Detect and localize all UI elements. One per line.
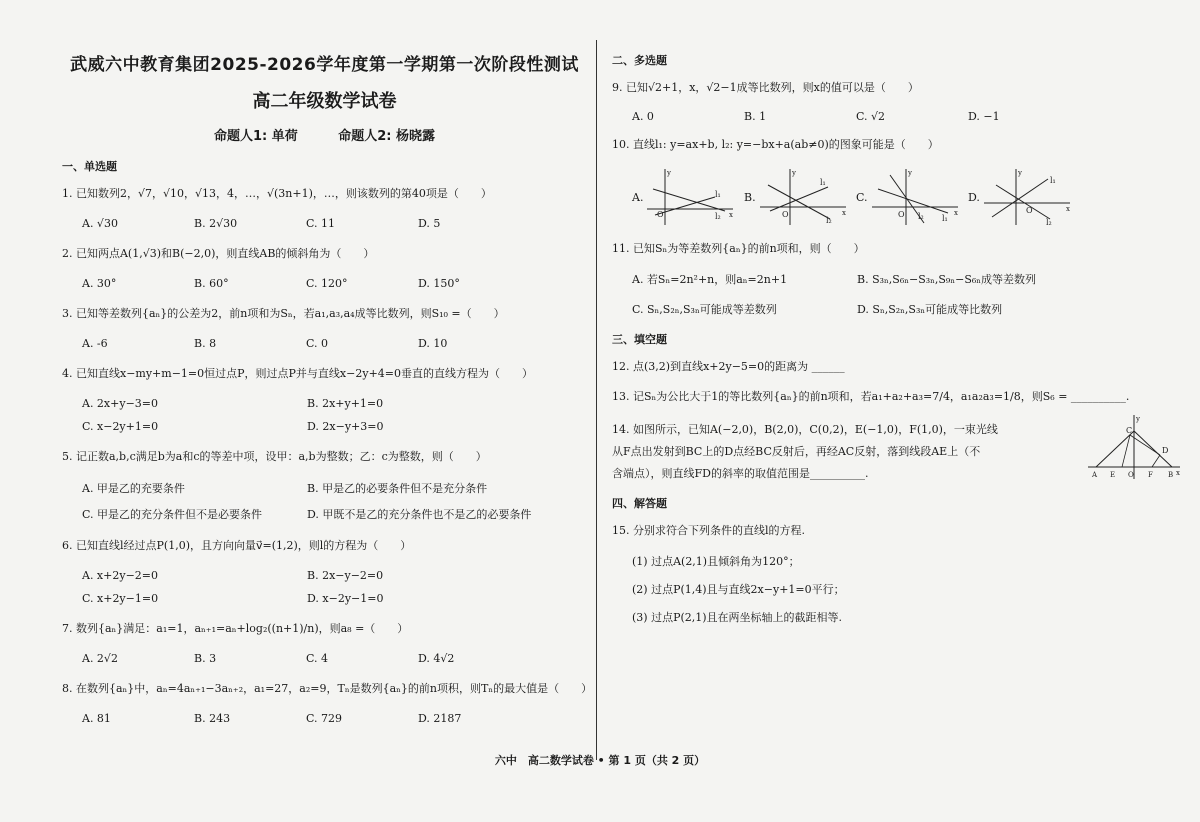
svg-text:O: O — [781, 210, 789, 219]
question-1-options — [62, 217, 587, 230]
option: D. 2187 — [418, 712, 462, 725]
question-5: 5. 记正数a,b,c满足b为a和c的等差中项，设甲：a,b为整数；乙：c为整数，则（ ） — [62, 450, 487, 463]
question-14-line3: 含端点），则直线FD的斜率的取值范围是__________. — [612, 467, 869, 480]
graph-label: A. — [632, 190, 644, 204]
svg-text:y: y — [667, 169, 672, 177]
question-5-options-row2 — [62, 506, 587, 522]
question-1: 1. 已知数列2，√7，√10，√13，4，…，√(3n+1)，…，则该数列的第40项是（ ） — [62, 187, 492, 200]
option: A. 0 — [632, 110, 654, 123]
question-7: 7. 数列{aₙ}满足：a₁=1，aₙ₊₁=aₙ+log₂((n+1)/n)，则a₈ =（ ） — [62, 622, 409, 635]
question-15-part-1: (1) 过点A(2,1)且倾斜角为120°； — [632, 555, 800, 568]
author-2: 命题人2: 杨晓露 — [338, 129, 436, 144]
option: C. 甲是乙的充分条件但不是必要条件 — [82, 508, 263, 521]
question-6: 6. 已知直线l经过点P(1,0)，且方向向量v⃗=(1,2)，则l的方程为（ ） — [62, 539, 412, 552]
option: B. 8 — [194, 337, 217, 350]
option: D. Sₙ,S₂ₙ,S₃ₙ可能成等比数列 — [857, 303, 1003, 316]
option: A. x+2y−2=0 — [82, 569, 159, 582]
svg-text:l₁: l₁ — [1049, 176, 1056, 185]
graph-option-c — [856, 167, 968, 227]
option: C. x+2y−1=0 — [82, 592, 159, 605]
option: D. −1 — [968, 110, 1000, 123]
question-3-options — [62, 337, 587, 350]
fig-label-d: D — [1162, 446, 1169, 455]
line-graph-a — [645, 167, 735, 227]
column-divider — [596, 40, 597, 760]
section-heading-multi-choice: 二、多选题 — [612, 54, 667, 67]
option: B. 甲是乙的必要条件但不是充分条件 — [307, 482, 488, 495]
section-heading-answer: 四、解答题 — [612, 497, 667, 510]
question-9-options — [612, 110, 1182, 123]
question-7-options — [62, 652, 587, 665]
svg-text:l₁: l₁ — [941, 214, 948, 223]
question-5-options-row1 — [62, 480, 587, 496]
fig-label-a: A — [1092, 471, 1098, 479]
svg-text:x: x — [953, 209, 958, 217]
option: A. √30 — [82, 217, 118, 230]
option: D. 2x−y+3=0 — [307, 420, 384, 433]
question-6-options-row2 — [62, 592, 587, 605]
svg-text:y: y — [907, 169, 912, 177]
option: A. 2√2 — [82, 652, 118, 665]
option: D. 甲既不是乙的充分条件也不是乙的必要条件 — [307, 508, 532, 521]
line-graph-d — [982, 167, 1072, 227]
fig-label-c: C — [1126, 426, 1133, 435]
svg-text:O: O — [657, 210, 665, 219]
svg-text:l₂: l₂ — [917, 212, 924, 221]
question-12: 12. 点(3,2)到直线x+2y−5=0的距离为 ______ — [612, 360, 845, 373]
option: A. 2x+y−3=0 — [82, 397, 159, 410]
option: B. 60° — [194, 277, 229, 290]
line-graph-b — [758, 167, 848, 227]
option: D. 150° — [418, 277, 460, 290]
question-6-options-row1 — [62, 569, 587, 582]
svg-text:O: O — [1025, 206, 1033, 215]
option: A. 甲是乙的充要条件 — [82, 482, 185, 495]
question-11: 11. 已知Sₙ为等差数列{aₙ}的前n项和，则（ ） — [612, 242, 865, 255]
option: C. 0 — [306, 337, 329, 350]
option: D. 5 — [418, 217, 441, 230]
question-11-options-row1 — [612, 271, 1182, 287]
question-15-part-3: (3) 过点P(2,1)且在两坐标轴上的截距相等. — [632, 611, 843, 624]
question-14 — [612, 415, 1182, 485]
svg-text:y: y — [791, 169, 796, 177]
option: C. 120° — [306, 277, 348, 290]
svg-text:l₂: l₂ — [825, 216, 832, 225]
question-2-options — [62, 277, 587, 290]
question-15: 15. 分别求符合下列条件的直线l的方程. — [612, 524, 806, 537]
fig-label-e: E — [1110, 471, 1116, 479]
option: C. Sₙ,S₂ₙ,S₃ₙ可能成等差数列 — [632, 303, 777, 316]
left-column — [62, 50, 593, 741]
option: A. 30° — [82, 277, 117, 290]
question-14-line1: 14. 如图所示，已知A(−2,0)，B(2,0)，C(0,2)，E(−1,0)，F(1,0)，一束光线 — [612, 423, 998, 436]
svg-text:l₂: l₂ — [715, 212, 722, 221]
question-8-options — [62, 712, 587, 725]
fig-label-f: F — [1148, 471, 1153, 479]
option: B. 1 — [744, 110, 767, 123]
authors — [62, 125, 587, 144]
question-15-part-2: (2) 过点P(1,4)且与直线2x−y+1=0平行； — [632, 583, 845, 596]
graph-label: B. — [744, 190, 756, 204]
option: B. 2x+y+1=0 — [307, 397, 384, 410]
question-9: 9. 已知√2+1，x，√2−1成等比数列，则x的值可以是（ ） — [612, 81, 919, 94]
question-13: 13. 记Sₙ为公比大于1的等比数列{aₙ}的前n项和，若a₁+a₂+a₃=7/4，a₁a₂a₃=1/8，则S₆ = __________. — [612, 390, 1130, 403]
question-11-options-row2 — [612, 301, 1182, 317]
option: D. x−2y−1=0 — [307, 592, 384, 605]
option: B. 3 — [194, 652, 217, 665]
exam-subtitle: 高二年级数学试卷 — [252, 91, 397, 112]
page-footer: 六中 高二数学试卷 • 第 1 页（共 2 页） — [494, 754, 706, 767]
question-2: 2. 已知两点A(1,√3)和B(−2,0)，则直线AB的倾斜角为（ ） — [62, 247, 375, 260]
option: C. x−2y+1=0 — [82, 420, 159, 433]
reflection-figure — [1086, 413, 1182, 481]
option: A. 若Sₙ=2n²+n，则aₙ=2n+1 — [632, 273, 788, 286]
question-4-options-row1 — [62, 397, 587, 410]
svg-text:l₁: l₁ — [715, 190, 722, 199]
option: B. 2√30 — [194, 217, 238, 230]
svg-text:l₁: l₁ — [819, 178, 826, 187]
question-8: 8. 在数列{aₙ}中，aₙ=4aₙ₊₁−3aₙ₊₂，a₁=27，a₂=9，Tₙ是数列{aₙ}的前n项积，则Tₙ的最大值是（ ） — [62, 682, 593, 695]
graph-option-a — [632, 167, 744, 227]
fig-label-b: B — [1168, 471, 1174, 479]
option: C. 4 — [306, 652, 329, 665]
option: D. 4√2 — [418, 652, 455, 665]
question-4-options-row2 — [62, 420, 587, 433]
option: B. S₃ₙ,S₆ₙ−S₃ₙ,S₉ₙ−S₆ₙ成等差数列 — [857, 273, 1037, 286]
question-14-line2: 从F点出发射到BC上的D点经BC反射后，再经AC反射，落到线段AE上（不 — [612, 445, 981, 458]
option: B. 243 — [194, 712, 231, 725]
question-10-graphs — [612, 167, 1182, 227]
graph-label: D. — [968, 190, 980, 204]
fig-label-x: x — [1176, 469, 1180, 477]
svg-text:y: y — [1017, 169, 1022, 177]
section-heading-single-choice: 一、单选题 — [62, 160, 117, 173]
svg-text:x: x — [729, 211, 734, 219]
fig-label-y: y — [1136, 415, 1140, 423]
graph-label: C. — [856, 190, 868, 204]
svg-text:O: O — [897, 210, 905, 219]
question-4: 4. 已知直线x−my+m−1=0恒过点P，则过点P并与直线x−2y+4=0垂直的直线方程为（ ） — [62, 367, 533, 380]
section-heading-fill-in: 三、填空题 — [612, 333, 667, 346]
line-graph-c — [870, 167, 960, 227]
svg-text:l₂: l₂ — [1045, 218, 1052, 227]
fig-label-o: O — [1128, 471, 1134, 479]
question-10: 10. 直线l₁: y=ax+b, l₂: y=−bx+a(ab≠0)的图象可能是（ ） — [612, 138, 939, 151]
author-1: 命题人1: 单荷 — [213, 129, 298, 144]
option: D. 10 — [418, 337, 448, 350]
option: A. -6 — [82, 337, 108, 350]
option: B. 2x−y−2=0 — [307, 569, 384, 582]
question-3: 3. 已知等差数列{aₙ}的公差为2，前n项和为Sₙ，若a₁,a₃,a₄成等比数列，则S₁₀ =（ ） — [62, 307, 505, 320]
option: C. 11 — [306, 217, 336, 230]
graph-option-d — [968, 167, 1080, 227]
option: C. 729 — [306, 712, 343, 725]
svg-text:x: x — [1065, 205, 1070, 213]
option: C. √2 — [856, 110, 886, 123]
exam-title: 武威六中教育集团2025-2026学年度第一学期第一次阶段性测试 — [70, 55, 579, 75]
graph-option-b — [744, 167, 856, 227]
svg-text:x: x — [841, 209, 846, 217]
right-column — [612, 48, 1182, 637]
option: A. 81 — [82, 712, 111, 725]
